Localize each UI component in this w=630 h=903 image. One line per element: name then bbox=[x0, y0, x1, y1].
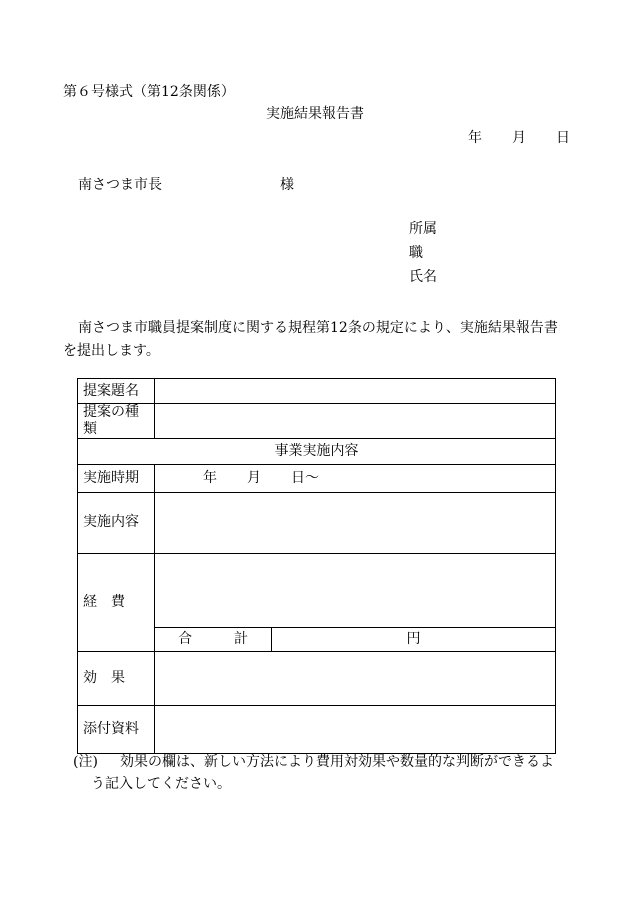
form-number: 第６号様式（第12条関係） bbox=[63, 84, 235, 100]
effect-field[interactable] bbox=[155, 651, 556, 705]
content-label: 実施内容 bbox=[78, 492, 155, 553]
period-year: 年 bbox=[203, 469, 217, 486]
proposal-title-label: 提案題名 bbox=[78, 379, 155, 404]
date-year: 年 bbox=[468, 130, 482, 146]
effect-label: 効 果 bbox=[78, 651, 155, 705]
period-month: 月 bbox=[247, 469, 261, 486]
body-paragraph bbox=[63, 317, 569, 363]
attachments-field[interactable] bbox=[155, 705, 556, 753]
cost-total-label: 合 計 bbox=[155, 627, 272, 651]
note-line-1: 効果の欄は、新しい方法により費用対効果や数量的な判断ができるよ bbox=[120, 754, 554, 770]
proposal-title-field[interactable] bbox=[155, 379, 556, 404]
proposal-type-label: 提案の種類 bbox=[78, 404, 155, 439]
cost-total-field[interactable] bbox=[272, 627, 556, 651]
report-table bbox=[77, 378, 556, 754]
cost-label: 経 費 bbox=[78, 553, 155, 651]
date-day: 日 bbox=[556, 130, 570, 146]
note-block bbox=[73, 751, 573, 795]
addressee-honorific: 様 bbox=[280, 177, 294, 193]
document-title: 実施結果報告書 bbox=[266, 106, 364, 122]
sender-name-label: 氏名 bbox=[409, 269, 437, 285]
sender-affiliation-label: 所属 bbox=[409, 221, 437, 237]
proposal-type-field[interactable] bbox=[155, 404, 556, 439]
content-field[interactable] bbox=[155, 492, 556, 553]
attachments-label: 添付資料 bbox=[78, 705, 155, 753]
body-line-2: を提出します。 bbox=[63, 343, 160, 359]
sender-position-label: 職 bbox=[409, 245, 423, 261]
period-field[interactable] bbox=[155, 464, 556, 492]
period-label: 実施時期 bbox=[78, 464, 155, 492]
addressee-name: 南さつま市長 bbox=[78, 177, 162, 193]
period-day: 日～ bbox=[291, 469, 319, 486]
cost-unit: 円 bbox=[406, 630, 421, 647]
body-line-1: 南さつま市職員提案制度に関する規程第12条の規定により、実施結果報告書 bbox=[78, 320, 558, 336]
cost-detail-field[interactable] bbox=[155, 553, 556, 627]
note-label: (注) bbox=[73, 754, 98, 770]
date-line bbox=[468, 131, 570, 145]
section-header: 事業実施内容 bbox=[78, 438, 556, 464]
note-line-2: う記入してください。 bbox=[91, 776, 231, 792]
date-month: 月 bbox=[512, 130, 526, 146]
